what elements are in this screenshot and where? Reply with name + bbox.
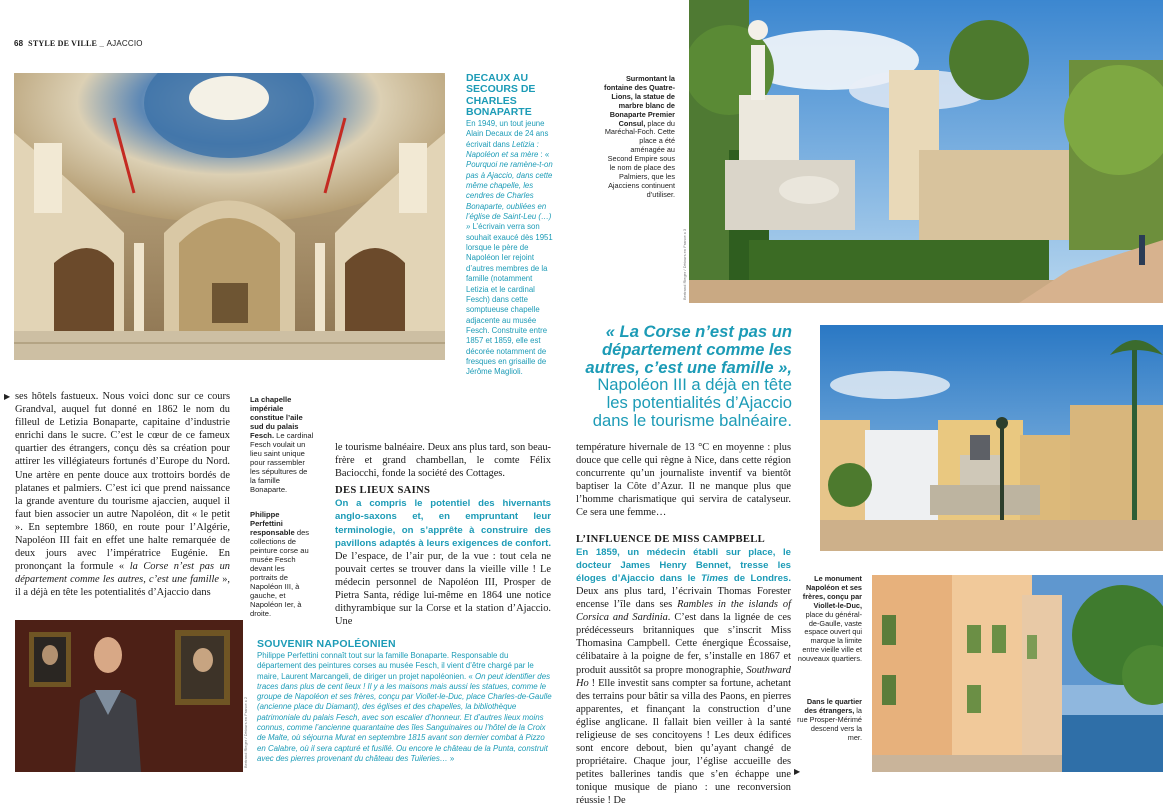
col2-intro: le tourisme balnéaire. Deux ans plus tard, son beau-frère et grand chambellan, le comte Félix Baciocchi, fonde la société des Cottages. — [335, 442, 551, 480]
chapel-illustration — [14, 73, 445, 360]
decaux-title: DECAUX AU SECOURS DE CHARLES BONAPARTE — [466, 72, 536, 118]
col1-quote: la Corse n’est pas un département comme les autres, c’est une famille — [15, 561, 230, 586]
statue-square-photo — [689, 0, 1163, 303]
statue-illustration — [689, 0, 1163, 303]
col2-text: De l’espace, de l’air pur, de la vue : tout cela ne pouvait certes se trouver dans la vieille ville ! Le médecin personnel de Napoléon III, Prosper de Pietra Santa, rédige lui-même en 1864 une notice dithyrambique sur la Corse et la station d’Ajaccio. Une — [335, 550, 551, 628]
perfettini-caption-bold: Philippe Perfettini responsable — [250, 510, 295, 537]
souvenir-title: SOUVENIR NAPOLÉONIEN — [257, 638, 396, 650]
col3-lead — [576, 547, 791, 584]
decaux-text-b: : « — [538, 150, 550, 160]
decaux-text-c: L’écrivain verra son souhait exaucé dès 1951 lorsque le père de Napoléon Ier rejoint d’autres membres de la famille (notamment Letizia et le cardinal Fesch) dans cette somptueuse chapelle adjacente au musée Fesch. Construite entre 1857 et 1859, elle est décorée notamment de fresques en grisaille de Jérôme Maglioli. — [466, 222, 553, 377]
pull-quote-text: « La Corse n’est pas un département comme les autres, c’est une famille », — [585, 322, 792, 377]
statue-caption-bold: Surmontant la fontaine des Quatre-Lions, la statue de marbre blanc de Bonaparte Premier Consul, — [604, 74, 675, 128]
quarter-caption — [796, 698, 862, 743]
street-illustration — [872, 575, 1163, 772]
col3-heading: L’INFLUENCE DE MISS CAMPBELL — [576, 533, 766, 545]
statue-caption — [604, 75, 675, 200]
body-column-3 — [576, 441, 791, 808]
perfettini-photo — [15, 620, 243, 772]
monument-caption-rest: place du général-de-Gaulle, vaste espace ouvert qui marque la limite entre vieille ville et nouveaux quartiers. — [797, 609, 862, 664]
monument-caption-bold: Le monument Napoléon et ses frères, conçu par Viollet-le-Duc, — [802, 574, 862, 610]
quarter-caption-bold: Dans le quartier des étrangers, — [804, 697, 862, 715]
col3-lead-times: Times — [700, 572, 729, 584]
monument-caption — [796, 575, 862, 664]
col1-text: ses hôtels fastueux. Nous voici donc sur ce cours Grandval, auquel fut donné en 1862 le nom du filleul de Letizia Bonaparte, capitaine d’industrie enrichi dans le sucre. C’est le cœur de ce fameux quartier des étrangers, conçu dès sa création pour attirer les villégiateurs fortunés d’Europe du Nord. Une artère en pente douce aux trottoirs bordés de platanes et palmiers. C’est ici que prend naissance la grande aventure du tourisme ajaccien, auquel il faut bien associer un autre Napoléon, dit « le petit ». En septembre 1860, en route pour l’Algérie, Napoléon III fait en effet une halte remarquée de deux jours avec l’impératrice Eugénie. En prononçant la formule « — [15, 391, 230, 573]
page-header-left — [14, 39, 143, 48]
col2-lead: On a compris le potentiel des hivernants anglo-saxons et, en empruntant leur terminologie, on s’apprête à construire des pavillons adaptés à leurs exigences de confort. — [335, 498, 551, 549]
chapel-caption-rest: Le cardinal Fesch voulait un lieu saint unique pour rassembler les sépultures de la famille Bonaparte. — [250, 431, 314, 494]
chapel-caption — [250, 395, 314, 494]
street-photo — [872, 575, 1163, 772]
souvenir-quote: On peut identifier des traces dans plus de cent lieux ! Il y a les maisons mais aussi les statues, comme le groupe de Napoléon et ses frères, conçu par Viollet-le-Duc, place Charles-de-Gaulle (ancienne place du Diamant), des églises et des chapelles, la bibliothèque patrimoniale du palais Fesch, avec son escalier d’honneur. Et d’autres lieux moins connus, comme l’ancienne quarantaine des îles Sanguinaires ou l’hôtel de la Croix de Malte, où séjourna Murat en septembre 1815 avant son dernier combat à Pizzo en Calabre, où il sera capturé et fusillé. Ou encore le château de la Punta, construit avec des pierres provenant du château des Tuileries… — [257, 671, 552, 763]
col3-text-a: Deux ans plus tard, l’écrivain Thomas Forester encense l’île dans ses — [576, 585, 791, 611]
section-title: STYLE DE VILLE — [28, 39, 98, 48]
chapel-interior-photo — [14, 73, 445, 360]
header-city: AJACCIO — [106, 39, 143, 48]
souvenir-text-a: Philippe Perfettini connaît tout sur la famille Bonaparte. Responsable du département des peintures corses au musée Fesch, il vient d’être chargé par le maire, Laurent Marcangeli, de diriger un projet napoléonien. « — [257, 651, 534, 681]
decaux-text-a: En 1949, un tout jeune Alain Decaux de 24 ans écrivait dans — [466, 119, 549, 149]
statue-caption-rest: place du Maréchal-Foch. Cette place a été aménagée au Second Empire sous le nom de place des Palmiers, que les Ajacciens continuent d’utiliser. — [604, 118, 675, 199]
body-column-2 — [335, 441, 551, 628]
statue-photo-credit: Bertrand Rieger / Détours en France x 3 — [682, 228, 687, 300]
decaux-quote: Pourquoi ne ramène-t-on pas à Ajaccio, dans cette même chapelle, les cendres de Charles Bonaparte, oubliées en l’église de Saint-Leu (…) » — [466, 160, 553, 232]
pull-quote-rest: Napoléon III a déjà en tête les potentialités d’Ajaccio dans le tourisme balnéaire. — [592, 375, 792, 430]
perfettini-illustration — [15, 620, 243, 772]
monument-illustration — [820, 325, 1163, 551]
souvenir-text-b: » — [447, 753, 455, 763]
col3-text-b: . C’est dans la lignée de ces prédécesseurs britanniques que s’inscrit Miss Thomasina Campbell. Cette énergique Écossaise, célibataire à la poigne de fer, s’installe en 1867 et produit aussitôt sa propre monographie, — [576, 612, 791, 676]
col3-intro: température hivernale de 13 °C en moyenne : plus douce que celle qui règne à Nice, dans cette région concurrente qu’un journaliste inventif va bientôt baptiser la Côte d’Azur. Il ne manque plus que l’homme charismatique qui servira de catalyseur. Ce sera une femme… — [576, 442, 791, 519]
col1-text-end: », il a déjà en tête les potentialités d’Ajaccio dans — [15, 574, 230, 599]
continue-arrow-icon: ▶ — [794, 767, 801, 776]
chapel-caption-bold: La chapelle impériale constitue l’aile sud du palais Fesch. — [250, 395, 303, 440]
col3-text-c: ! Elle investit sans compter sa fortune, achetant des terrains pour bâtir sa villa des Paons, en pierres apparentes, et finançant la construction d’une église anglicane. Il fallait bien veiller à la santé religieuse de ses concitoyens ! Les deux édifices sont encore debout, bien qu’ayant changé de propriétaire. Chaque jour, l’église accueille des petites ballerines tandis que s’en échappe une tonique musique de piano : une reconversion réussie ! De — [576, 677, 791, 807]
souvenir-text — [257, 651, 553, 764]
col3-lead-b: de Londres. — [728, 572, 791, 584]
continue-arrow-icon: ▶ — [4, 392, 11, 401]
decaux-book: Letizia : Napoléon et sa mère — [466, 139, 539, 160]
body-column-1 — [15, 390, 230, 600]
monument-square-photo — [820, 325, 1163, 551]
perfettini-caption-rest: des collections de peinture corse au musée Fesch devant les portraits de Napoléon III, à gauche, et Napoléon Ier, à droite. — [250, 528, 310, 618]
col3-lead-a: En 1859, un médecin établi sur place, le docteur James Henry Bennet, tresse les éloges d’Ajaccio dans le — [576, 546, 791, 584]
pull-quote — [578, 323, 792, 430]
perfettini-photo-credit: Bertrand Rieger / Détours en France x 2 — [243, 696, 248, 768]
header-separator: _ — [99, 39, 105, 48]
col3-southward: Southward Ho — [576, 664, 791, 689]
quarter-caption-rest: la rue Prosper-Mérimé descend vers la mer. — [797, 705, 862, 742]
page-number-left: 68 — [14, 39, 24, 48]
decaux-text — [466, 119, 556, 378]
col3-rambles: Rambles in the islands of Corsica and Sardinia — [576, 599, 791, 624]
perfettini-caption — [250, 510, 314, 618]
col2-heading: DES LIEUX SAINS — [335, 485, 431, 497]
